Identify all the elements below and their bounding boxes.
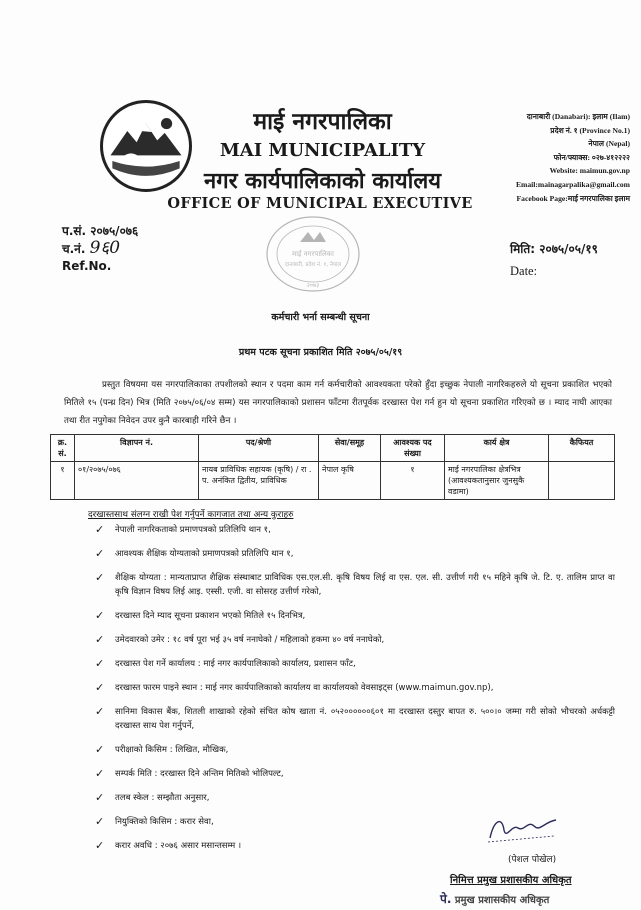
cell-area: माई नगरपालिका क्षेत्रभित्र (आवश्यकतानुसार जुनसुकै वडामा) <box>445 462 549 500</box>
check-icon: ✓ <box>95 767 105 780</box>
municipality-name-np: माई नगरपालिका <box>253 109 392 135</box>
cell-count: १ <box>381 462 445 500</box>
col-header-ad-no: विज्ञापन नं. <box>75 435 199 462</box>
office-name-np: नगर कार्यपालिकाको कार्यालय <box>204 169 441 194</box>
contact-country: नेपाल (Nepal) <box>588 139 630 149</box>
office-name-en: OFFICE OF MUNICIPAL EXECUTIVE <box>167 195 473 212</box>
contact-address: दानाबारी (Danabari): इलाम (Ilam) <box>526 112 630 121</box>
list-item: ✓ परीक्षाको किसिम : लिखित, मौखिक, <box>95 743 229 756</box>
list-item: ✓ सम्पर्क मिति : दरखास्त दिने अन्तिम मितिको भोलिपल्ट, <box>95 767 284 780</box>
check-icon: ✓ <box>95 609 105 622</box>
check-icon: ✓ <box>95 743 105 756</box>
cn-number <box>62 240 138 258</box>
municipality-emblem <box>100 100 192 192</box>
check-icon: ✓ <box>95 839 105 852</box>
check-icon: ✓ <box>95 815 105 828</box>
check-icon: ✓ <box>95 681 105 694</box>
list-item: ✓ आवश्यक शैक्षिक योग्यताको प्रमाणपत्रको प्रतिलिपि थान १, <box>95 547 294 560</box>
col-header-count: आवश्यक पद संख्या <box>381 435 445 462</box>
date-en-label: Date: <box>510 264 538 278</box>
vacancy-table <box>50 434 615 500</box>
list-item: ✓ नेपाली नागरिकताको प्रमाणपत्रको प्रतिलिपि थान १, <box>95 523 271 536</box>
col-header-area: कार्य क्षेत्र <box>445 435 549 462</box>
check-icon: ✓ <box>95 571 105 584</box>
cell-service: नेपाल कृषि <box>319 462 381 500</box>
signatory-name: (पेशल पोखेल) <box>508 855 557 865</box>
check-icon: ✓ <box>95 657 105 670</box>
date-block <box>510 238 598 282</box>
check-icon: ✓ <box>95 705 105 718</box>
list-item: ✓ शैक्षिक योग्यता : मान्यताप्राप्त शैक्षिक संस्थाबाट प्राविधिक एस.एल.सी. कृषि विषय लिई वा एस. एल. सी. उत्तीर्ण गरी १५ महिने कृषि जे. टि. ए. तालिम प्राप्त वा कृषि विज्ञान विषय लिई आइ. एस्सी. एजी. वा सोसरह उत्तीर्ण गरेको, <box>95 571 615 597</box>
list-item: ✓ उमेदवारको उमेर : १८ वर्ष पूरा भई ३५ वर्ष ननाघेको / महिलाको हकमा ४० वर्ष ननाघेको, <box>95 633 385 646</box>
list-item: ✓ नियुक्तिको किसिम : करार सेवा, <box>95 815 214 828</box>
date-np: मिति: २०७५/०५/१९ <box>510 242 598 256</box>
requirements-heading: दरखास्तसाथ संलग्न राखी पेश गर्नुपर्ने कागजात तथा अन्य कुराहरु <box>88 510 294 520</box>
stamp-text-2: दानाबारी, प्रदेश नं. १, नेपाल <box>284 262 342 268</box>
list-item: ✓ सानिमा विकास बैंक, शितली शाखाको रहेको संचित कोष खाता नं. ०५२००००००६०१ मा दरखास्त दस्तुर बापत रु. ५००।० जम्मा गरी सोको भौचरको अर्धकट्टी दरखास्त साथ पेश गर्नुपर्ने, <box>95 705 615 731</box>
notice-intro-paragraph: प्रस्तुत विषयमा यस नगरपालिकाका तपशीलको स्थान र पदमा काम गर्न कर्मचारीको आवश्यकता परेको हुँदा इच्छुक नेपाली नागरिकहरुले यो सूचना प्रकाशित भएको मितिले १५ (पन्ध्र दिन) भित्र (मिति २०७५/०६/०४ सम्म) यस नगरपालिकाको प्रशासन फाँटमा रीतपूर्वक दरखास्त पेश गर्न हुन यो सूचना प्रकाशित गरिएको छ । म्याद नाघी आएका तथा रीत नपुगेका निवेदन उपर कुनै कारबाही गरिने छैन । <box>64 380 612 426</box>
list-item: ✓ दरखास्त दिने म्याद सूचना प्रकाशन भएको मितिले १५ दिनभित्र, <box>95 609 306 622</box>
notice-heading: कर्मचारी भर्ना सम्बन्धी सूचना <box>271 312 370 323</box>
table-row <box>51 462 615 500</box>
signatory-title-text: प्रमुख प्रशासकीय अधिकृत <box>454 895 550 906</box>
col-header-remarks: कैफियत <box>549 435 615 462</box>
contact-facebook: Facebook Page:माई नगरपालिका इलाम <box>516 193 630 203</box>
ref-no-label: Ref.No. <box>62 259 112 273</box>
signatory-title <box>440 890 549 907</box>
contact-province: प्रदेश नं. १ (Province No.1) <box>550 125 630 135</box>
cn-value: 9६0 <box>89 238 121 258</box>
emblem-icon <box>103 103 189 189</box>
stamp-text-3: २०७३ <box>306 282 320 289</box>
reference-block <box>62 223 138 275</box>
check-icon: ✓ <box>95 633 105 646</box>
first-published-line: प्रथम पटक सूचना प्रकाशित मिति २०७५/०५/१९ <box>238 347 403 358</box>
cell-ad-no: ०१/२०७५/०७६ <box>75 462 199 500</box>
stamp-text-1: माई नगरपालिका <box>292 250 334 258</box>
contact-block <box>455 110 630 205</box>
list-item: ✓ दरखास्त फारम पाइने स्थान : माई नगर कार्यपालिकाको कार्यालय वा कार्यालयको वेवसाइट्स (www.maimun.gov.np), <box>95 681 494 694</box>
office-stamp <box>264 214 362 294</box>
signatory-title-acting: निमित्त प्रमुख प्रशासकीय अधिकृत <box>450 875 572 886</box>
table-header-row <box>51 435 615 462</box>
cell-post: नायब प्राविधिक सहायक (कृषि) / रा . प. अनंकित द्वितीय, प्राविधिक <box>199 462 319 500</box>
check-icon: ✓ <box>95 547 105 560</box>
cell-remarks <box>549 462 615 500</box>
col-header-service: सेवा/समूह <box>319 435 381 462</box>
cell-sn: १ <box>51 462 75 500</box>
contact-phone: फोन/फ्याक्स: ०२७-४१२२२२ <box>553 152 630 162</box>
ps-number: प.सं. २०७५/०७६ <box>62 224 139 238</box>
signature-scribble <box>484 810 562 846</box>
contact-email: Email:mainagarpalika@gmail.com <box>515 179 630 189</box>
cn-label: च.नं. <box>62 242 86 256</box>
list-item: ✓ करार अवधि : २०७६ असार मसान्तसम्म । <box>95 839 242 852</box>
list-item: ✓ तलब स्केल : सम्झौता अनुसार, <box>95 791 210 804</box>
col-header-post: पद/श्रेणी <box>199 435 319 462</box>
contact-website: Website: maimun.gov.np <box>549 166 630 176</box>
check-icon: ✓ <box>95 523 105 536</box>
municipality-name-en: MAI MUNICIPALITY <box>219 140 426 161</box>
list-item: ✓ दरखास्त पेश गर्ने कार्यालय : माई नगर कार्यपालिकाको कार्यालय, प्रशासन फाँट, <box>95 657 356 670</box>
pen-mark: पे. <box>440 892 452 906</box>
col-header-sn: क्र. सं. <box>51 435 75 462</box>
check-icon: ✓ <box>95 791 105 804</box>
